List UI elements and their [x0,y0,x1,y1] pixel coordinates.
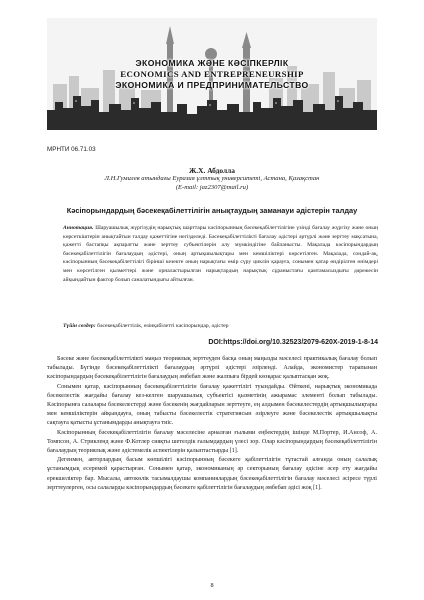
journal-title-kz: ЭКОНОМИКА ЖӘНЕ КӘСІПКЕРЛІК [135,58,289,68]
abstract-text: Шаруашылық жүргізудің нарықтық шарттары кәсіпорынның бәсекеқабілеттілігіне үзінді бағалау жүргізу және оның көрсеткіштерін анықтайтын талдау қажеттігіне негізделеді. Бәсекеқабілеттілікті бағалау әдістері әртүрлі және зерттеу мақсатына, қажетті бастапқы ақпаратты және зерттеу субъектілерін алу мүмкіндігіне байланысты. Мақалада кәсіпорындардың бәсекеқабілеттілігін бағалаудың әдістері, оның артықшылықтары мен кемшіліктері көрсетілген. Мақалада, сондай-ақ, кәсіпорынның бәсекеқабілеттілігі бірінші кезекте оның нарықтағы өмір сүру циклін қарауға, сонымен қатар өндірілген өнімдері мен көрсетілген қызметтері және орналастырылған нарықтардың нарықтық сұраныстағы қамтамасыздығы дәрежесін айқындайтын фактор болып саналатындығы айтылған. [63,225,379,283]
body-paragraph: Кәсіпорынның бәсекеқабілеттілігін бағалау мәселесіне арналған ғылыми еңбектердің ішінде М.Портер, И.Ансоф, А. Томпсон, А. Стрикленд және Ф.Котлер сияқты шетелдік ғалымдардың үлесі зор. Олар кәсіпорындардың бәсекеқабілеттілігін бағалаудың теориялық және әдістемелік аспектілерін қалыптастырды [1]. [47,429,377,455]
keywords-text: бәсекеқабілеттілік, өзінқабілетті кәсіпорындар, әдістер [97,323,229,329]
body-paragraph: Сонымен қатар, кәсіпорынның бәсекеқабілеттілігін бағалау қажеттілігі туындайды. Өйткені, нарықтық экономикада бәсекелестік жағдайы бағалау кез-келген шаруашылық субъектісі қызметінің ажырамас элементі болып табылады. Кәсіпорынға салалары бәсекелестерді және бәсекенің жағдайларын зерттеуге, ең алдымен бәсекелестердің артықшылықтары мен кемшіліктерін айқындауға, оның табысты бәсекелестік стратегиясын әзірлеуге және бәсекелестік артықшылықты сақтауға қатысты ұстанымдарды анықтауға тиіс. [47,383,377,427]
body-paragraph: Бәсеке және бәсекеқабілеттілікті маңыз теориялық зерттеуден басқа оның маңызды мәселесі практикалық бағалау болып табылады. Бүгінде бәсекеқабілеттілікті бағалаудың әртүрлі әдістері әзірленді. Алайда, экономистер тарапынан кәсіпорындардың бәсекеқабілеттілігін бағалаудың әмбебап және жалпыға бірдей көзқарас қалыптасқан жоқ. [47,356,377,381]
page-number: 8 [210,582,214,589]
keywords [63,322,378,330]
journal-title-ru: ЭКОНОМИКА И ПРЕДПРИНИМАТЕЛЬСТВО [115,80,309,90]
author-affiliation: Л.Н.Гумилев атындағы Еуразия ұлттық университеті, Астана, Қазақстан [104,175,320,182]
body-paragraph: Дегенмен, авторлардың басым көпшілігі кәсіпорынның бәсекеге қабілеттілігін тұтастай алғанда оның салалық ұстанымдық есеремей қарастырған. Сонымен қатар, экономиканың әр секторының бағалау әдісіне әсер ету жағдайы ерекшеліктер бар. Мысалы, автокөлік тасымалдаушы компаниялардың бәсекеқабілеттілігін бағалау мәселесі әсіресе түрлі зерттеулерген, осы салаларды кәсіпорындардың бәсекеге қабілеттілігін бағалаудың әмбебап әдісі жоқ [1]. [47,457,377,491]
udc-code: МРНТИ 06.71.03 [47,146,96,153]
keywords-label: Түйін сөздер: [63,323,96,329]
doi-link[interactable]: DOI:https://doi.org/10.32523/2079-620X-2019-1-8-14 [208,339,378,346]
author-name: Ж.Х. Абдолла [189,166,235,175]
abstract-label: Аннотация. [63,225,94,231]
journal-banner [47,18,377,130]
author-email: (E-mail: jaz2307@mail.ru) [175,184,249,191]
abstract [63,224,378,284]
article-title: Кәсіпорындардың бәсекеқабілеттілігін анықтаудың заманауи әдістерін талдау [66,206,358,215]
article-body [47,355,377,493]
journal-title-en: ECONOMICS AND ENTREPRENEURSHIP [120,69,304,79]
